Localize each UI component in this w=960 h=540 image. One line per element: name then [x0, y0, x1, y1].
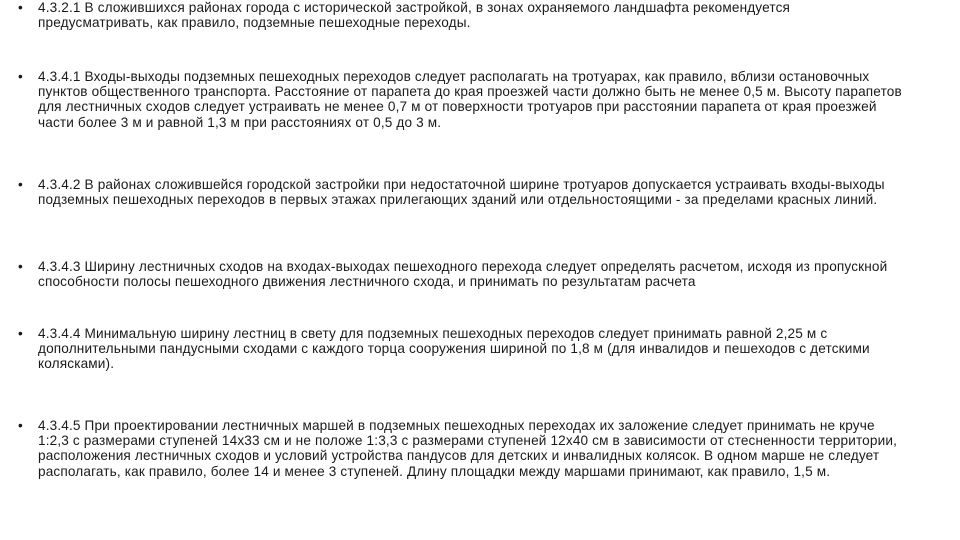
list-item [18, 326, 906, 372]
bullet-icon: • [18, 69, 23, 84]
bullet-icon: • [18, 418, 23, 433]
list-item-text: 4.3.4.1 Входы-выходы подземных пешеходных переходов следует располагать на тротуарах, как правило, вблизи остановочных пунктов общественного транспорта. Расстояние от парапета до края проезжей части должно быть не менее 0,5 м. Высоту парапетов для лестничных сходов следует устраивать не менее 0,7 м от поверхности тротуаров при расстоянии парапета от края проезжей части более 3 м и равной 1,3 м при расстояниях от 0,5 до 3 м. [38, 69, 902, 130]
list-item-text: 4.3.4.3 Ширину лестничных сходов на входах-выходах пешеходного перехода следует определять расчетом, исходя из пропускной способности полосы пешеходного движения лестничного схода, и принимать по результатам расчета [38, 259, 888, 290]
list-item [18, 177, 906, 207]
list-item-text: 4.3.4.5 При проектировании лестничных маршей в подземных пешеходных переходах их заложение следует принимать не круче 1:2,3 с размерами ступеней 14x33 см и не положе 1:3,3 с размерами ступеней 12x40 см в зависимости от стесненности территории, расположения лестничных сходов и условий устройства пандусов для детских и инвалидных колясок. В одном марше не следует располагать, как правило, более 14 и менее 3 ступеней. Длину площадки между маршами принимают, как правило, 1,5 м. [38, 418, 898, 479]
list-item [18, 69, 906, 130]
bullet-icon: • [18, 0, 23, 15]
list-item-text: 4.3.2.1 В сложившихся районах города с исторической застройкой, в зонах охраняемого ландшафта рекомендуется предусматривать, как правило, подземные пешеходные переходы. [38, 0, 791, 31]
list-item [18, 0, 906, 30]
list-item [18, 418, 906, 479]
bullet-icon: • [18, 259, 23, 274]
list-item-text: 4.3.4.2 В районах сложившейся городской застройки при недостаточной ширине тротуаров допускается устраивать входы-выходы подземных пешеходных переходов в первых этажах прилегающих зданий или отдельностоящими - за пределами красных линий. [38, 177, 885, 208]
bullet-icon: • [18, 326, 23, 341]
list-item-text: 4.3.4.4 Минимальную ширину лестниц в свету для подземных пешеходных переходов следует принимать равной 2,25 м с дополнительными пандусными сходами с каждого торца сооружения шириной по 1,8 м (для инвалидов и пешеходов с детскими колясками). [38, 326, 870, 372]
list-item [18, 259, 906, 289]
bullet-icon: • [18, 177, 23, 192]
